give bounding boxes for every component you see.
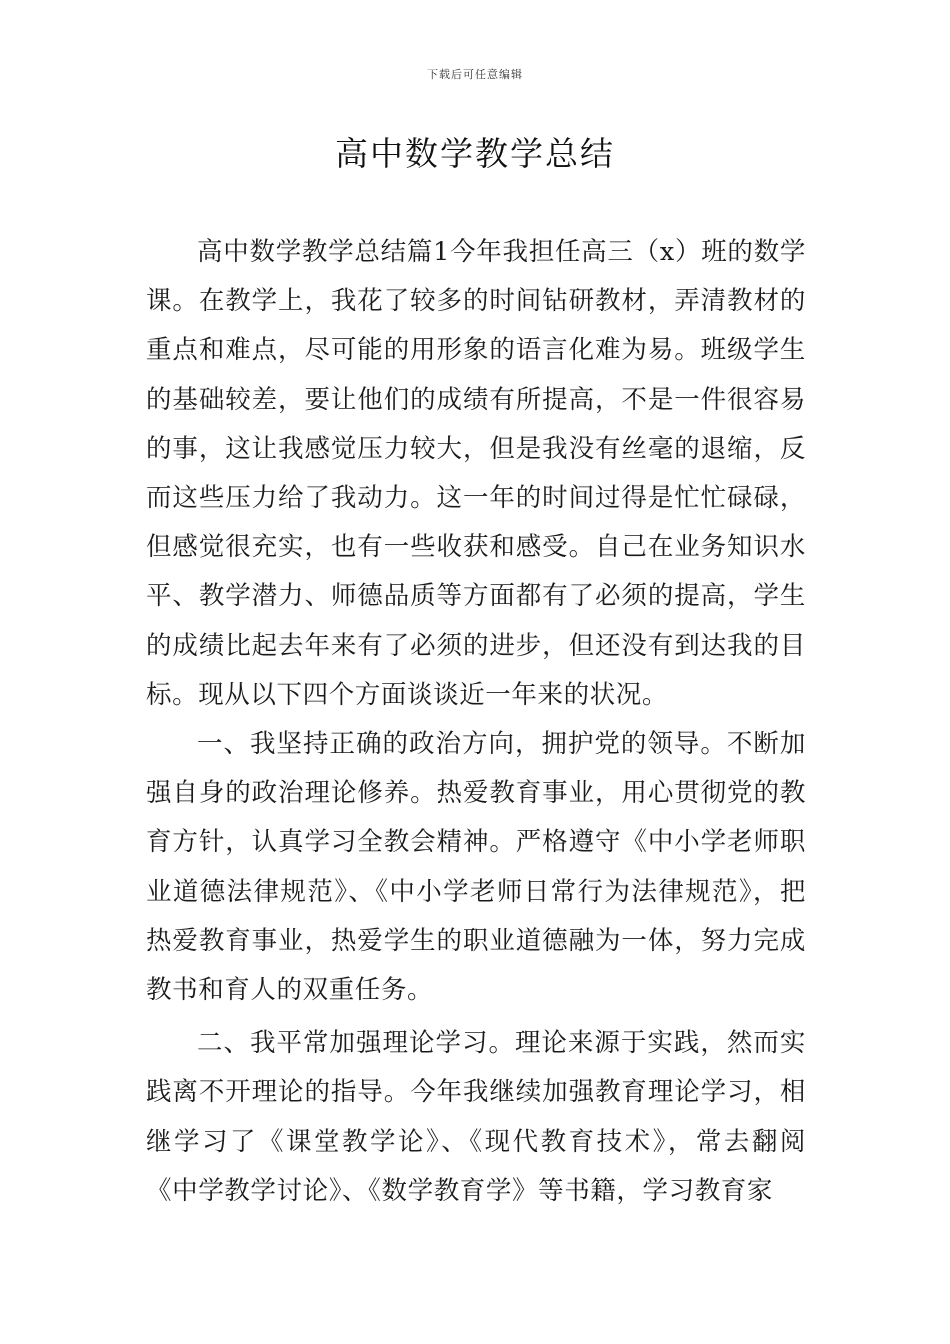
paragraph-section-1: 一、我坚持正确的政治方向，拥护党的领导。不断加强自身的政治理论修养。热爱教育事业，用心贯彻党的教育方针，认真学习全教会精神。严格遵守《中小学老师职业道德法律规范》、《中小学老师日常行为法律规范》，把热爱教育事业，热爱学生的职业道德融为一体，努力完成教书和育人的双重任务。 xyxy=(146,729,806,1006)
document-body xyxy=(146,228,806,1216)
header-note: 下载后可任意编辑 xyxy=(427,68,523,81)
paragraph-section-2: 二、我平常加强理论学习。理论来源于实践，然而实践离不开理论的指导。今年我继续加强教育理论学习，相继学习了《课堂教学论》、《现代教育技术》，常去翻阅《中学教学讨论》、《数学教育学》等书籍，学习教育家 xyxy=(146,1028,806,1206)
document-title: 高中数学教学总结 xyxy=(335,134,615,173)
paragraph-intro: 高中数学教学总结篇1今年我担任高三（x）班的数学课。在教学上，我花了较多的时间钻研教材，弄清教材的重点和难点，尽可能的用形象的语言化难为易。班级学生的基础较差，要让他们的成绩有所提高，不是一件很容易的事，这让我感觉压力较大，但是我没有丝毫的退缩，反而这些压力给了我动力。这一年的时间过得是忙忙碌碌，但感觉很充实，也有一些收获和感受。自己在业务知识水平、教学潜力、师德品质等方面都有了必须的提高，学生的成绩比起去年来有了必须的进步，但还没有到达我的目标。现从以下四个方面谈谈近一年来的状况。 xyxy=(146,237,806,710)
